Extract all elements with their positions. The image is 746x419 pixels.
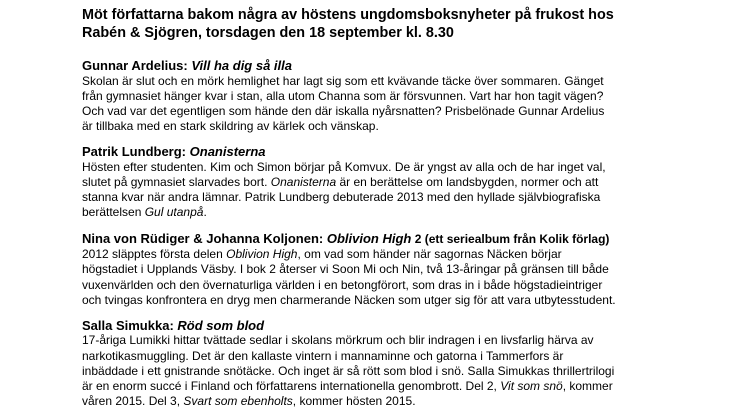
italic-title-ref: Onanisterna bbox=[270, 175, 337, 190]
book-section bbox=[82, 318, 682, 410]
description-line bbox=[82, 379, 682, 394]
book-list bbox=[82, 58, 682, 409]
description-line bbox=[82, 119, 682, 134]
description-line bbox=[82, 349, 682, 364]
description-line bbox=[82, 104, 682, 119]
description-line bbox=[82, 364, 682, 379]
book-description bbox=[82, 333, 682, 409]
page-title-line: Möt författarna bakom några av höstens ungdomsboksnyheter på frukost hos bbox=[82, 7, 614, 23]
description-line bbox=[82, 293, 682, 308]
author-name: Patrik Lundberg: bbox=[82, 144, 187, 160]
text-run: slutet på gymnasiet slarvades bort. bbox=[82, 175, 271, 190]
italic-title-ref: Svart som ebenholts bbox=[183, 394, 293, 409]
text-run: Och vad var det egentligen som hände den där iskalla nyårsnatten? Prisbelönade Gunnar Ardelius bbox=[82, 103, 605, 118]
description-line bbox=[82, 205, 682, 220]
text-run: berättelsen bbox=[82, 205, 145, 220]
book-title: Röd som blod bbox=[177, 317, 265, 333]
book-heading bbox=[82, 144, 682, 160]
book-section bbox=[82, 144, 682, 220]
text-run: , kommer bbox=[562, 379, 613, 394]
text-run: inbäddade i ett gnistrande snötäcke. Och inget är så rött som blod i snö. Salla Simukkas thrillertrilogi bbox=[82, 363, 615, 378]
book-heading bbox=[82, 318, 682, 334]
page-title-line: Rabén & Sjögren, torsdagen den 18 september kl. 8.30 bbox=[82, 25, 454, 41]
book-heading bbox=[82, 231, 682, 248]
text-run: våren 2015. Del 3, bbox=[82, 394, 184, 409]
description-line bbox=[82, 190, 682, 205]
text-run: vuxenvärlden och den övernaturliga världen i en betongförort, som dras in i både högstadieintriger bbox=[82, 277, 603, 292]
text-run: från gymnasiet hänger kvar i stan, alla utom Channa som är försvunnen. Vart har hon tagit vägen? bbox=[82, 88, 604, 103]
italic-title-ref: Vit som snö bbox=[500, 379, 563, 394]
description-line bbox=[82, 247, 682, 262]
text-run: 2012 släpptes första delen bbox=[82, 247, 227, 262]
text-run: 17-åriga Lumikki hittar tvättade sedlar i skolans mörkrum och blir indragen i en livsfarlig härva av bbox=[82, 333, 594, 348]
author-name: Nina von Rüdiger & Johanna Koljonen: bbox=[82, 230, 324, 246]
text-run: är tillbaka med en stark skildring av kärlek och vänskap. bbox=[82, 119, 379, 134]
text-run: är en enorm succé i Finland och författarens internationella genombrott. Del 2, bbox=[82, 379, 501, 394]
description-line bbox=[82, 175, 682, 190]
book-description bbox=[82, 74, 682, 135]
book-description bbox=[82, 160, 682, 221]
description-line bbox=[82, 278, 682, 293]
text-run: Skolan är slut och en mörk hemlighet har lagt sig som ett kvävande täcke över sommaren. Gänget bbox=[82, 73, 604, 88]
book-description bbox=[82, 247, 682, 308]
italic-title-ref: Gul utanpå bbox=[144, 205, 204, 220]
text-run: stanna kvar när andra lämnar. Patrik Lundberg debuterade 2013 med den hyllade självbiografiska bbox=[82, 190, 601, 205]
text-run: högstadiet i Upplands Väsby. I bok 2 återser vi Soon Mi och Nin, två 13-åringar på gränsen till både bbox=[82, 262, 609, 277]
book-section bbox=[82, 58, 682, 134]
page-title bbox=[82, 6, 682, 42]
document-page bbox=[82, 6, 682, 409]
text-run: . bbox=[203, 205, 207, 220]
text-run: , om vad som händer när sagornas Näcken börjar bbox=[297, 247, 562, 262]
italic-title-ref: Oblivion High bbox=[226, 247, 298, 262]
author-name: Salla Simukka: bbox=[82, 317, 174, 333]
author-name: Gunnar Ardelius: bbox=[82, 58, 188, 73]
text-run: , kommer hösten 2015. bbox=[292, 394, 416, 409]
book-heading bbox=[82, 58, 682, 74]
book-title: Onanisterna bbox=[189, 144, 266, 160]
book-section bbox=[82, 231, 682, 308]
text-run: narkotikasmuggling. Det är den kallaste vintern i mannaminne och gatorna i Tammerfors är bbox=[82, 348, 564, 363]
description-line bbox=[82, 160, 682, 175]
description-line bbox=[82, 333, 682, 348]
description-line bbox=[82, 262, 682, 277]
text-run: är en berättelse om landsbygden, normer och att bbox=[336, 175, 599, 190]
book-title: Oblivion High bbox=[326, 230, 412, 246]
text-run: Hösten efter studenten. Kim och Simon börjar på Komvux. De är yngst av alla och de har inget val, bbox=[82, 159, 606, 174]
description-line bbox=[82, 74, 682, 89]
description-line bbox=[82, 89, 682, 104]
book-title-suffix: 2 (ett seriealbum från Kolik förlag) bbox=[411, 231, 610, 246]
description-line bbox=[82, 394, 682, 409]
text-run: och tvingas konfrontera en dryg men charmerande Näcken som utger sig för att vara utbytesstudent. bbox=[82, 292, 616, 307]
book-title: Vill ha dig så illa bbox=[191, 58, 292, 73]
